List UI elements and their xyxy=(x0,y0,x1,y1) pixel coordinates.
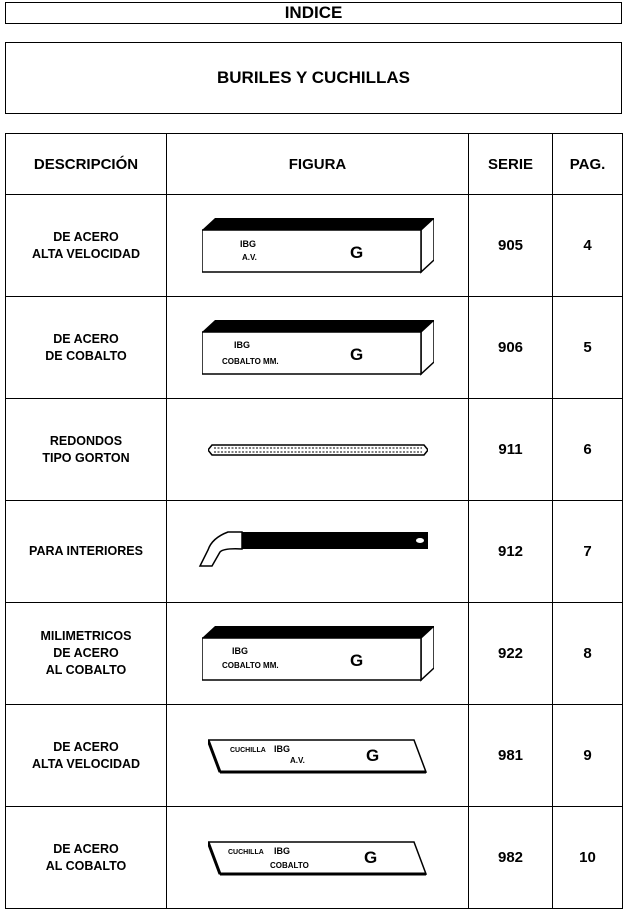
description-cell xyxy=(6,807,167,909)
serie-cell: 982 xyxy=(469,807,553,909)
figure-cell xyxy=(167,297,469,399)
page-cell: 5 xyxy=(553,297,623,399)
table-header-row xyxy=(6,134,623,195)
description-line: MILIMETRICOS xyxy=(40,629,132,643)
description-cell xyxy=(6,705,167,807)
serie-cell: 981 xyxy=(469,705,553,807)
column-header-pag: PAG. xyxy=(553,134,623,195)
brand-label: IBG xyxy=(273,845,290,856)
cutoff-blade-icon xyxy=(208,838,428,878)
description-line: DE ACERO xyxy=(53,229,119,244)
round-tool-bit-icon xyxy=(208,441,428,459)
figure-cell xyxy=(167,603,469,705)
grade-label: COBALTO xyxy=(269,860,309,870)
page-cell: 6 xyxy=(553,399,623,501)
grade-label: A.V. xyxy=(241,252,257,262)
table-row xyxy=(6,399,623,501)
figure-cell xyxy=(167,807,469,909)
serie-cell: 905 xyxy=(469,195,553,297)
grade-label: A.V. xyxy=(289,755,305,765)
description-line: ALTA VELOCIDAD xyxy=(31,756,141,771)
description-cell xyxy=(6,195,167,297)
page-cell: 8 xyxy=(553,603,623,705)
grade-label: COBALTO MM. xyxy=(221,356,279,366)
description-line: DE ACERO xyxy=(53,331,119,346)
description-cell xyxy=(6,501,167,603)
description-line: DE ACERO xyxy=(53,646,119,660)
figure-cell xyxy=(167,705,469,807)
description-line: TIPO GORTON xyxy=(42,450,130,465)
table-row xyxy=(6,297,623,399)
figure-cell xyxy=(167,501,469,603)
table-row xyxy=(6,807,623,909)
page-cell: 7 xyxy=(553,501,623,603)
page-cell: 10 xyxy=(553,807,623,909)
section-title: BURILES Y CUCHILLAS xyxy=(5,42,622,114)
table-row xyxy=(6,195,623,297)
description-cell xyxy=(6,297,167,399)
letter-label: G xyxy=(349,242,363,262)
brand-label: IBG xyxy=(233,339,250,350)
catalog-table xyxy=(5,133,623,909)
letter-label: G xyxy=(363,847,377,867)
brand-label: IBG xyxy=(273,743,290,754)
description-line: REDONDOS xyxy=(49,433,123,448)
rectangular-tool-bit-icon xyxy=(202,218,434,274)
boring-bar-icon xyxy=(198,528,438,576)
letter-label: G xyxy=(365,745,379,765)
description-cell xyxy=(6,399,167,501)
brand-label: IBG xyxy=(239,238,256,249)
description-line: AL COBALTO xyxy=(45,858,127,873)
description-line: DE ACERO xyxy=(53,739,119,754)
table-row xyxy=(6,603,623,705)
blade-type-label: CUCHILLA xyxy=(229,746,266,754)
serie-cell: 922 xyxy=(469,603,553,705)
cutoff-blade-icon xyxy=(208,736,428,776)
figure-cell xyxy=(167,195,469,297)
page-cell: 9 xyxy=(553,705,623,807)
brand-label: IBG xyxy=(231,645,248,656)
description-line: ALTA VELOCIDAD xyxy=(31,246,141,261)
letter-label: G xyxy=(349,344,363,364)
description-cell xyxy=(6,603,167,705)
blade-type-label: CUCHILLA xyxy=(227,848,264,856)
rectangular-tool-bit-icon xyxy=(202,626,434,682)
column-header-figura: FIGURA xyxy=(167,134,469,195)
description-line: PARA INTERIORES xyxy=(29,544,143,558)
table-row xyxy=(6,705,623,807)
serie-cell: 906 xyxy=(469,297,553,399)
letter-label: G xyxy=(349,650,363,670)
index-title: INDICE xyxy=(5,2,622,24)
table-row xyxy=(6,501,623,603)
column-header-descripcion: DESCRIPCIÓN xyxy=(6,134,167,195)
page-cell: 4 xyxy=(553,195,623,297)
figure-cell xyxy=(167,399,469,501)
rectangular-tool-bit-icon xyxy=(202,320,434,376)
description-line: DE COBALTO xyxy=(45,348,127,363)
description-line: DE ACERO xyxy=(53,841,119,856)
column-header-serie: SERIE xyxy=(469,134,553,195)
description-line: AL COBALTO xyxy=(45,663,127,677)
serie-cell: 912 xyxy=(469,501,553,603)
serie-cell: 911 xyxy=(469,399,553,501)
grade-label: COBALTO MM. xyxy=(221,660,279,670)
